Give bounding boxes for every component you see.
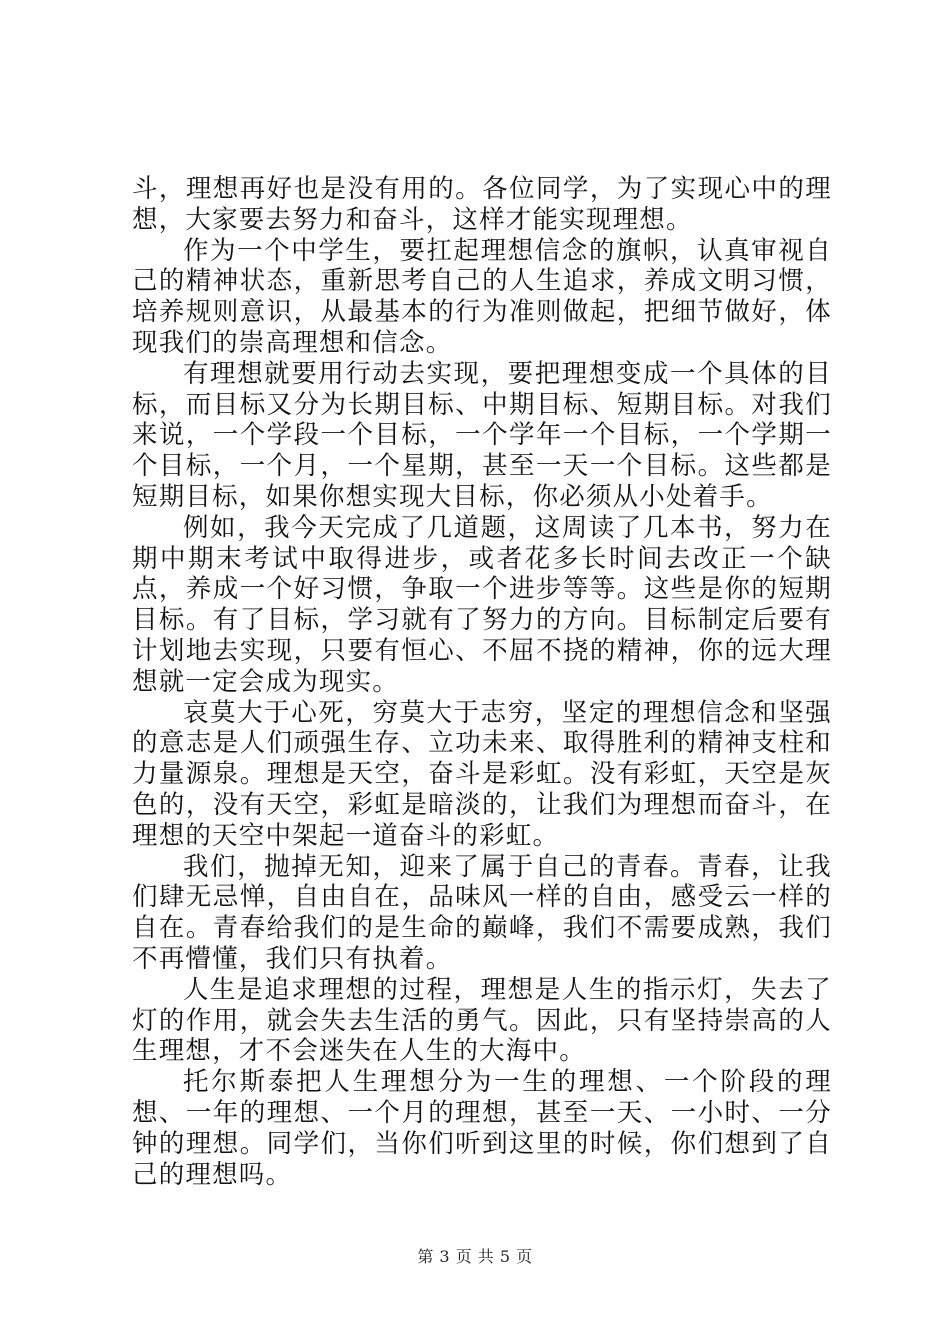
paragraph: 例如，我今天完成了几道题，这周读了几本书，努力在期中期末考试中取得进步，或者花多长时间去改正一个缺点，养成一个好习惯，争取一个进步等等。这些是你的短期目标。有了目标，学习就有了努力的方向。目标制定后要有计划地去实现，只要有恒心、不屈不挠的精神，你的远大理想就一定会成为现实。 xyxy=(132,512,832,697)
paragraph: 人生是追求理想的过程，理想是人生的指示灯，失去了灯的作用，就会失去生活的勇气。因此，只有坚持崇高的人生理想，才不会迷失在人生的大海中。 xyxy=(132,974,832,1067)
paragraph: 托尔斯泰把人生理想分为一生的理想、一个阶段的理想、一年的理想、一个月的理想，甚至一天、一小时、一分钟的理想。同学们，当你们听到这里的时候，你们想到了自己的理想吗。 xyxy=(132,1067,832,1190)
paragraph: 哀莫大于心死，穷莫大于志穷，坚定的理想信念和坚强的意志是人们顽强生存、立功未来、取得胜利的精神支柱和力量源泉。理想是天空，奋斗是彩虹。没有彩虹，天空是灰色的，没有天空，彩虹是暗淡的，让我们为理想而奋斗，在理想的天空中架起一道奋斗的彩虹。 xyxy=(132,697,832,851)
document-body xyxy=(132,174,832,1190)
paragraph: 作为一个中学生，要扛起理想信念的旗帜，认真审视自己的精神状态，重新思考自己的人生追求，养成文明习惯，培养规则意识，从最基本的行为准则做起，把细节做好，体现我们的崇高理想和信念。 xyxy=(132,235,832,358)
paragraph: 有理想就要用行动去实现，要把理想变成一个具体的目标，而目标又分为长期目标、中期目标、短期目标。对我们来说，一个学段一个目标，一个学年一个目标，一个学期一个目标，一个月，一个星期，甚至一天一个目标。这些都是短期目标，如果你想实现大目标，你必须从小处着手。 xyxy=(132,358,832,512)
paragraph-continuation: 斗，理想再好也是没有用的。各位同学，为了实现心中的理想，大家要去努力和奋斗，这样才能实现理想。 xyxy=(132,174,832,235)
page-number-footer: 第 3 页 共 5 页 xyxy=(417,1247,533,1266)
paragraph: 我们，抛掉无知，迎来了属于自己的青春。青春，让我们肆无忌惮，自由自在，品味风一样的自由，感受云一样的自在。青春给我们的是生命的巅峰，我们不需要成熟，我们不再懵懂，我们只有执着。 xyxy=(132,851,832,974)
